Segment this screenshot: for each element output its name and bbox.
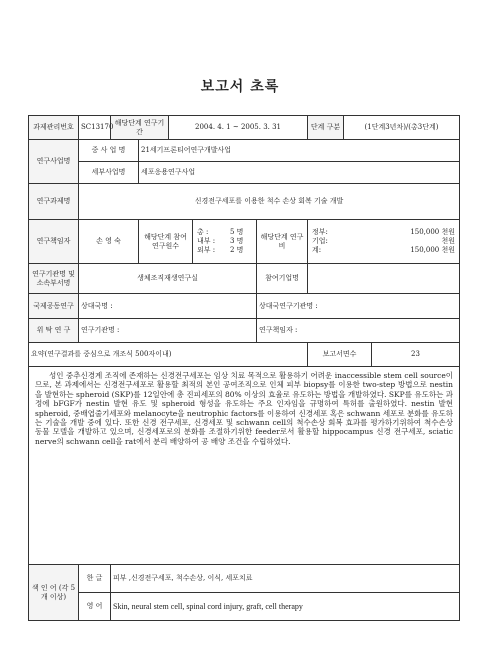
ent-label: 기업: xyxy=(312,237,328,246)
period-label: 해당단계 연구기간 xyxy=(111,116,169,140)
keywords-en-value: Skin, neural stem cell, spinal cord injury, graft, cell therapy xyxy=(111,593,460,621)
org-label: 연구기관명 및 소속부서명 xyxy=(29,264,79,294)
keywords-ko-value: 피부 ,신경전구세포, 척수손상, 이식, 세포치료 xyxy=(111,565,460,593)
cost-values xyxy=(308,220,460,264)
report-abstract-table xyxy=(28,115,460,621)
internal-label: 내부 : xyxy=(197,237,216,246)
external-label: 외부 : xyxy=(197,245,216,254)
task-value: 신경전구세포를 이용한 척수 손상 회복 기술 개발 xyxy=(79,184,460,220)
intl-label: 국제공동연구 xyxy=(29,294,79,319)
pi-name: 손 영 숙 xyxy=(79,220,139,264)
stage-value: (1단계3년차)/(총3단계) xyxy=(344,116,460,140)
org-value: 생체조직재생연구실 xyxy=(79,264,257,294)
sum-value: 150,000 천원 xyxy=(410,245,456,254)
keywords-ko-label: 한 글 xyxy=(79,565,111,593)
project-id-label: 과제관리번호 xyxy=(29,116,79,140)
sum-label: 계: xyxy=(312,245,322,254)
main-program-label: 중 사 업 명 xyxy=(79,140,139,162)
stage-label: 단계 구분 xyxy=(308,116,344,140)
keywords-label: 색 인 어 (각 5개 이상) xyxy=(29,565,79,621)
report-title: 보고서 초록 xyxy=(200,79,280,95)
partner-institution-label: 상대국연구기관명 : xyxy=(257,294,460,319)
main-program-value: 21세기프론티어연구개발사업 xyxy=(139,140,460,162)
gov-value: 150,000 천원 xyxy=(410,228,456,237)
partner-country-label: 상대국명 : xyxy=(79,294,257,319)
pi-label: 연구책임자 xyxy=(29,220,79,264)
consign-org-label: 연구기관명 : xyxy=(79,319,257,343)
participants-counts xyxy=(193,220,257,264)
task-label: 연구과제명 xyxy=(29,184,79,220)
external-value: 2 명 xyxy=(229,245,244,254)
cost-label: 해당단계 연구비 xyxy=(257,220,308,264)
program-label: 연구사업명 xyxy=(29,140,79,184)
consign-label: 위 탁 연 구 xyxy=(29,319,79,343)
sub-program-label: 세부사업명 xyxy=(79,162,139,184)
participating-company-label: 참여기업명 xyxy=(257,264,308,294)
ent-value: 천원 xyxy=(441,237,456,246)
project-id-value: SC13170 xyxy=(79,116,111,140)
keywords-en-label: 영 어 xyxy=(79,593,111,621)
report-pages-label: 보고서면수 xyxy=(308,343,372,367)
gov-label: 정부: xyxy=(312,228,328,237)
summary-text: 성인 중추신경계 조직에 존재하는 신경전구세포는 임상 치료 목적으로 활용하기 어려운 inaccessible stem cell source이므로, 본 과제에서는 신경전구세포로 활용할 최적의 본인 공여조직으로 인체 피부 biopsy를 이용한 two-step 방법으로 nestin을 발현하는 spheroid (SKP)를 12일안에 총 진피세포의 80% 이상의 효율로 유도하는 방법을 개발하였다. SKP를 유도하는 과정에 bFGF가 nestin 발현 유도 및 spheroid 형성을 유도하는 주요 인자임을 규명하여 특허를 출원하였다. nestin 발현 spheroid, 중배엽줄기세포와 melanocyte을 neutrophic factors를 이용하여 신경세포 혹은 schwann 세포로 분화를 유도하는 기술을 개발 중에 있다. 또한 신경 전구세포, 신경세포 및 schwann cell의 척수손상 회복 효과를 평가하기위하여 척수손상 동물 모델을 개발하고 있으며, 신경세포로의 분화를 조절하기위한 feeder로서 활용할 hippocampus 신경 전구세포, sciatic nerve의 schwann cell을 rat에서 분리 배양하여 공 배양 조건을 수립하였다. xyxy=(35,371,454,446)
summary-label: 요약(연구결과를 중심으로 개조식 500자이내) xyxy=(29,343,308,367)
participants-label: 해당단계 참여연구원수 xyxy=(139,220,193,264)
report-pages-value: 23 xyxy=(372,343,460,367)
period-value: 2004. 4. 1 ~ 2005. 3. 31 xyxy=(169,116,308,140)
consign-pi-label: 연구책임자 : xyxy=(257,319,460,343)
participating-company-value xyxy=(308,264,460,294)
internal-value: 3 명 xyxy=(229,237,244,246)
summary-body xyxy=(29,367,460,565)
total-value: 5 명 xyxy=(229,228,244,237)
sub-program-value: 세포응용연구사업 xyxy=(139,162,460,184)
total-label: 총 : xyxy=(197,228,209,237)
